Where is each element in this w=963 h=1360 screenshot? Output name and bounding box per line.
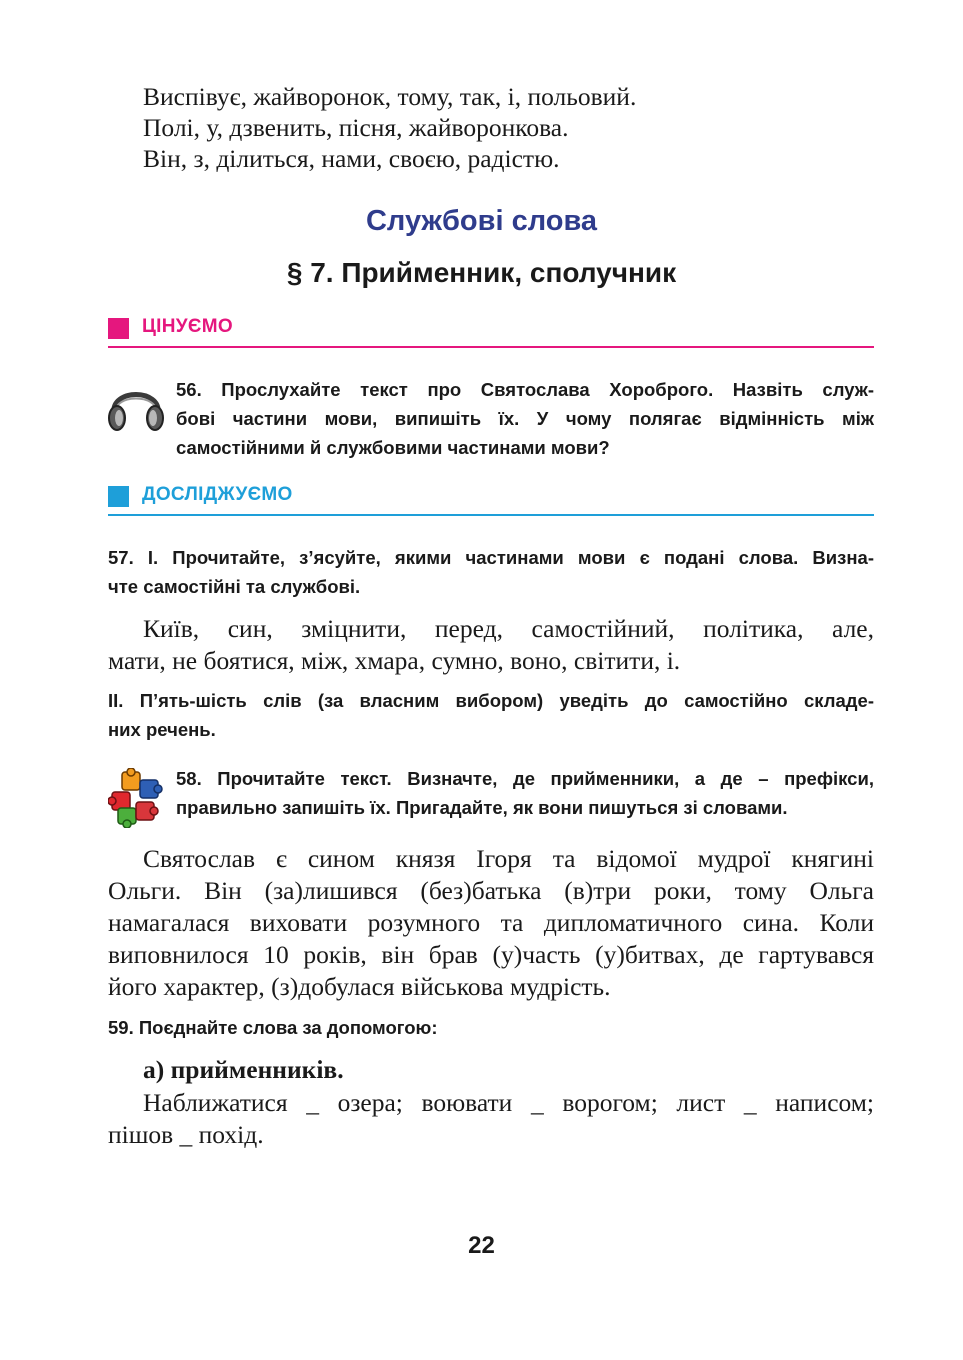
task-59-title — [108, 1013, 874, 1042]
intro-line-1: Виспівує, жайворонок, тому, так, і, польовий. — [143, 82, 637, 111]
task-57-part-2-line-1: II. П’ять-шість слів (за власним вибором) уведіть до самостійно складе- — [108, 690, 874, 711]
task-57-part-2-line-2: них речень. — [108, 719, 216, 740]
page-number: 22 — [468, 1232, 495, 1259]
task-59-line-1: Наближатися _ озера; воювати _ ворогом; лист _ написом; — [143, 1088, 874, 1117]
rubric-research-marker — [108, 486, 129, 507]
section-title: § 7. Прийменник, сполучник — [286, 257, 677, 288]
task-57-part-2 — [108, 686, 874, 744]
puzzle-icon — [108, 768, 166, 828]
task-58-passage-line-3: намагалася виховати розумного та дипломатичного сина. Коли — [108, 908, 874, 937]
task-57-words — [108, 613, 874, 677]
intro-line-2: Полі, у, дзвенить, пісня, жайворонкова. — [143, 113, 569, 142]
task-59-subtitle-text: а) прийменників. — [143, 1055, 344, 1084]
task-56-line-1: 56. Прослухайте текст про Святослава Хороброго. Назвіть служ- — [176, 379, 874, 400]
rubric-research — [108, 484, 874, 516]
task-59-title-text: 59. Поєднайте слова за допомогою: — [108, 1017, 438, 1038]
rubric-research-label: ДОСЛІДЖУЄМО — [142, 484, 293, 505]
task-58-line-2: правильно запишіть їх. Пригадайте, як вони пишуться зі словами. — [176, 797, 788, 818]
task-56-line-2: бові частини мови, випишіть їх. У чому полягає відмінність між — [176, 408, 874, 429]
intro-line-3: Він, з, ділиться, нами, своєю, радістю. — [143, 144, 560, 173]
headphones-icon — [106, 380, 166, 434]
task-56-line-3: самостійними й службовими частинами мови? — [176, 437, 610, 458]
task-58-text — [176, 764, 874, 822]
rubric-value-marker — [108, 318, 129, 339]
rubric-value-label: ЦІНУЄМО — [142, 316, 233, 337]
task-57-part-1 — [108, 543, 874, 601]
task-59-exercise — [108, 1087, 874, 1151]
task-56-text — [176, 375, 874, 462]
task-58-passage — [108, 843, 874, 1003]
task-58-line-1: 58. Прочитайте текст. Визначте, де прийменники, а де – префікси, — [176, 768, 874, 789]
task-58-passage-line-5: його характер, (з)добулася військова мудрість. — [108, 972, 611, 1001]
rubric-value — [108, 316, 874, 348]
task-59-subtitle — [108, 1054, 874, 1086]
task-58-passage-line-2: Ольги. Він (за)лишився (без)батька (в)три роки, тому Ольга — [108, 876, 874, 905]
task-57-line-1: 57. I. Прочитайте, з’ясуйте, якими частинами мови є подані слова. Визна- — [108, 547, 874, 568]
chapter-title: Службові слова — [365, 205, 598, 237]
task-57-words-line-2: мати, не боятися, між, хмара, сумно, воно, світити, і. — [108, 646, 681, 675]
task-59-line-2: пішов _ похід. — [108, 1120, 264, 1149]
task-57-words-line-1: Київ, син, зміцнити, перед, самостійний, політика, але, — [143, 614, 874, 643]
task-58-passage-line-1: Святослав є сином князя Ігоря та відомої мудрої княгині — [143, 844, 874, 873]
task-58-passage-line-4: виповнилося 10 років, він брав (у)часть (у)битвах, де гартувався — [108, 940, 874, 969]
task-57-line-2: чте самостійні та службові. — [108, 576, 361, 597]
